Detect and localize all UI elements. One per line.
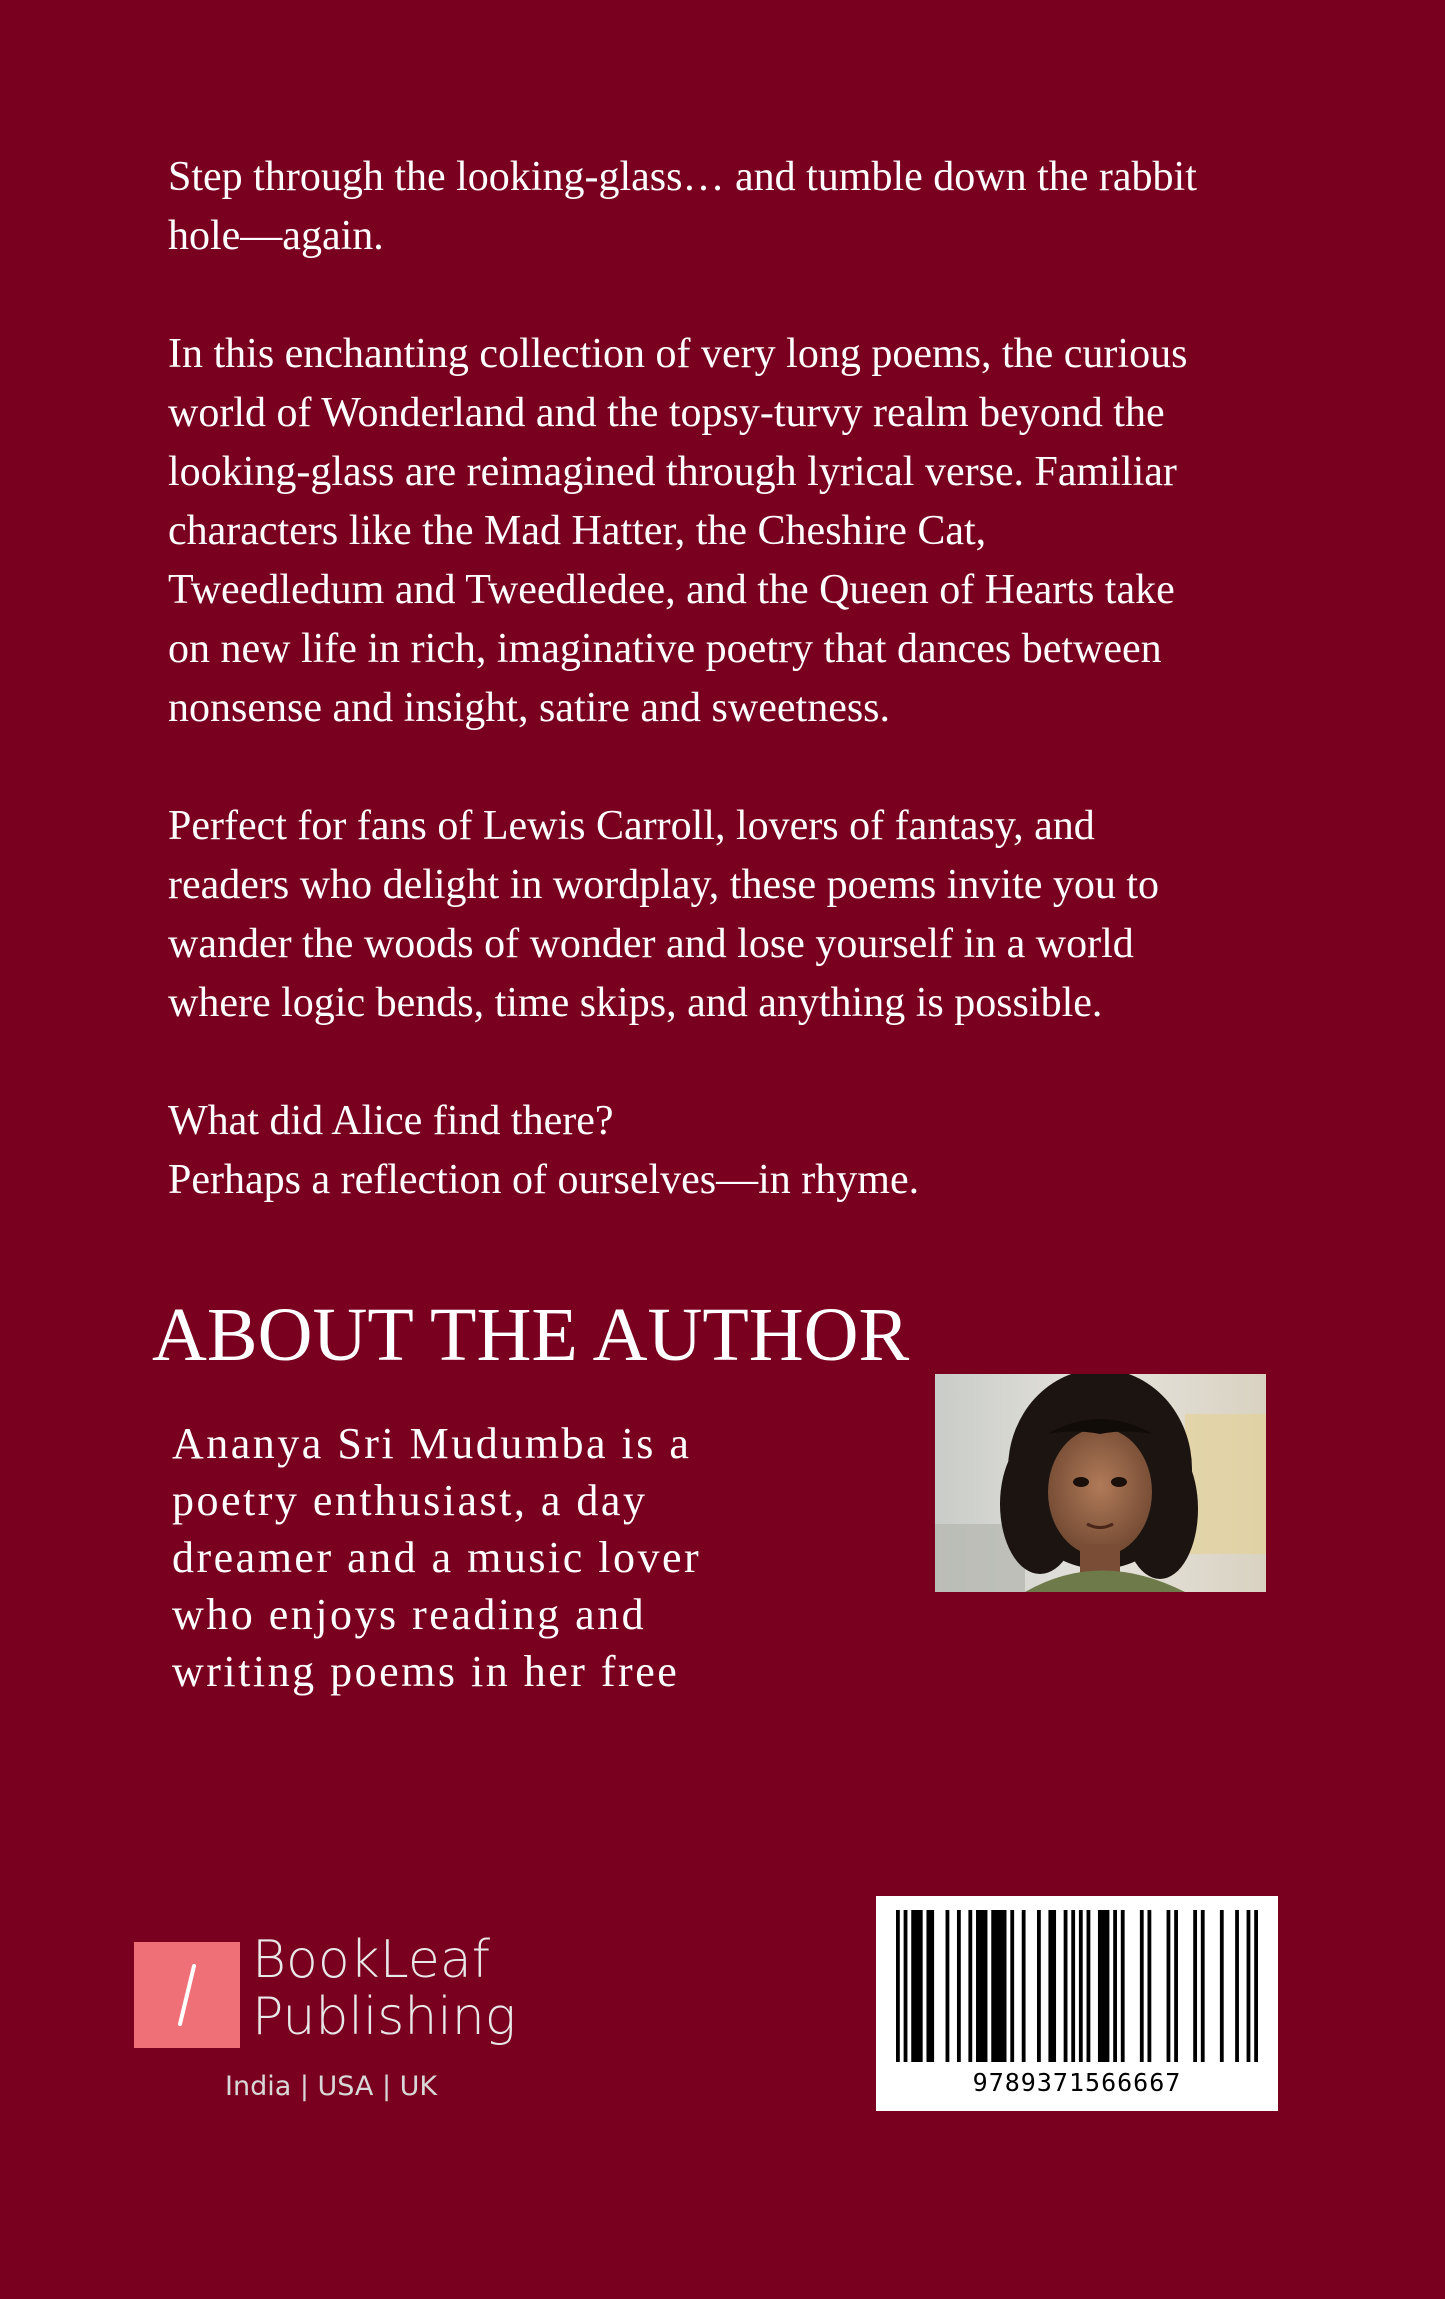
blurb-line: world of Wonderland and the topsy-turvy realm beyond the <box>168 390 1165 436</box>
publisher-logo <box>134 1942 240 2048</box>
isbn-number: 9789371566667 <box>972 2068 1182 2097</box>
blurb-line: wander the woods of wonder and lose yourself in a world <box>168 921 1134 967</box>
barcode-bar <box>1174 1910 1178 2062</box>
barcode-bar <box>904 1910 908 2062</box>
barcode-bar <box>1147 1910 1151 2062</box>
barcode-bar <box>1098 1910 1109 2062</box>
barcode-bar <box>1167 1910 1171 2062</box>
blurb-line: Perfect for fans of Lewis Carroll, lovers of fantasy, and <box>168 803 1095 849</box>
author-bio <box>172 1415 852 1700</box>
slash-icon <box>134 1942 240 2048</box>
blurb-line: characters like the Mad Hatter, the Cheshire Cat, <box>168 508 987 554</box>
isbn-barcode <box>876 1896 1278 2111</box>
barcode-bar <box>1079 1910 1083 2062</box>
author-portrait-image <box>935 1374 1266 1592</box>
publisher-name-line-1: BookLeaf <box>252 1930 491 1990</box>
barcode-bar <box>911 1910 922 2062</box>
publisher-regions: India | USA | UK <box>225 2071 438 2102</box>
barcode-bar <box>1121 1910 1125 2062</box>
blurb-line: Step through the looking-glass… and tumble down the rabbit <box>168 154 1197 200</box>
barcode-bar <box>1193 1910 1197 2062</box>
about-author-heading: ABOUT THE AUTHOR <box>152 1293 910 1377</box>
blurb-line: Tweedledum and Tweedledee, and the Queen of Hearts take <box>168 567 1175 613</box>
author-bio-line: writing poems in her free <box>172 1647 680 1696</box>
barcode-bar <box>1201 1910 1205 2062</box>
blurb-paragraph-2 <box>168 325 1308 738</box>
barcode-bar <box>1254 1910 1258 2062</box>
barcode-bar <box>957 1910 961 2062</box>
barcode-bar <box>1087 1910 1091 2062</box>
author-bio-line: dreamer and a music lover <box>172 1533 702 1582</box>
barcode-bar <box>1010 1910 1014 2062</box>
blurb-line: What did Alice find there? <box>168 1098 614 1144</box>
barcode-bar <box>991 1910 1006 2062</box>
blurb-paragraph-3 <box>168 797 1308 1033</box>
blurb-line: readers who delight in wordplay, these poems invite you to <box>168 862 1160 908</box>
blurb-line: on new life in rich, imaginative poetry that dances between <box>168 626 1162 672</box>
barcode-bar <box>1022 1910 1026 2062</box>
barcode-bar <box>976 1910 987 2062</box>
barcode-bar <box>946 1910 950 2062</box>
blurb-line: nonsense and insight, satire and sweetness. <box>168 685 891 731</box>
barcode-bar <box>896 1910 900 2062</box>
barcode-bar <box>1247 1910 1251 2062</box>
blurb-paragraph-1 <box>168 148 1308 266</box>
barcode-bar <box>1140 1910 1144 2062</box>
back-cover-blurb <box>168 148 1308 1210</box>
barcode-bar <box>1071 1910 1075 2062</box>
author-photo <box>935 1374 1266 1592</box>
blurb-line: In this enchanting collection of very long poems, the curious <box>168 331 1188 377</box>
barcode-bar <box>926 1910 934 2062</box>
barcode-bar <box>968 1910 972 2062</box>
blurb-line: looking-glass are reimagined through lyrical verse. Familiar <box>168 449 1177 495</box>
publisher-name <box>252 1932 516 2046</box>
barcode-bars <box>896 1910 1258 2062</box>
blurb-line: hole—again. <box>168 213 384 259</box>
barcode-bar <box>1064 1910 1068 2062</box>
blurb-line: Perhaps a reflection of ourselves—in rhyme. <box>168 1157 920 1203</box>
author-bio-line: who enjoys reading and <box>172 1590 647 1639</box>
barcode-bar <box>1220 1910 1224 2062</box>
barcode-bar <box>1037 1910 1041 2062</box>
blurb-line: where logic bends, time skips, and anything is possible. <box>168 980 1103 1026</box>
blurb-paragraph-4 <box>168 1092 1308 1210</box>
barcode-bar <box>1113 1910 1117 2062</box>
author-bio-line: Ananya Sri Mudumba is a <box>172 1419 692 1468</box>
author-bio-line: poetry enthusiast, a day <box>172 1476 648 1525</box>
barcode-bar <box>1048 1910 1056 2062</box>
barcode-bar <box>1235 1910 1239 2062</box>
publisher-name-line-2: Publishing <box>252 1987 516 2047</box>
